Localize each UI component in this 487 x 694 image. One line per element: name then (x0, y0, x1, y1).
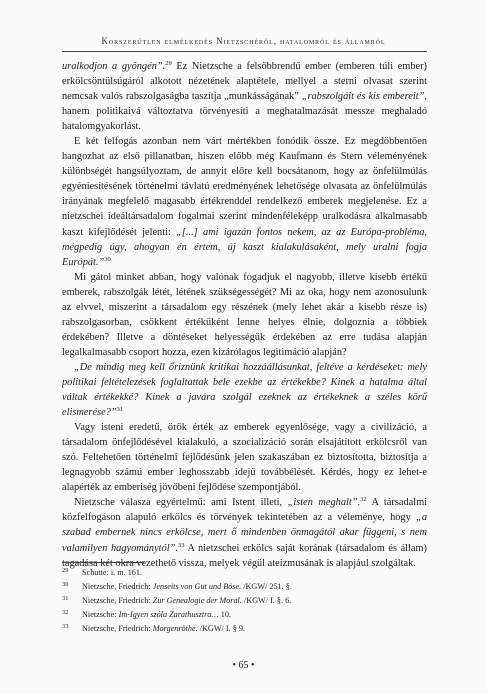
footnote-locator: /KGW/ 251. §. (241, 581, 292, 591)
footnote (62, 580, 427, 594)
footnote-number: 32 (62, 608, 69, 616)
footnote (62, 622, 427, 636)
footnote-author: Nietzsche: (82, 609, 119, 619)
footnote (62, 594, 427, 608)
footnote-number: 29 (62, 567, 69, 574)
footnote-locator: /KGW/ I. § 9. (197, 623, 245, 633)
header-rule (62, 51, 427, 52)
footnote-number: 33 (62, 622, 69, 630)
paragraph (62, 134, 427, 269)
text-run: Nietzsche válasza egyértelmű: ami Istent illeti, (74, 497, 288, 509)
footnote-ref: 32 (360, 496, 367, 504)
footnote (62, 608, 427, 622)
text-run: . (175, 542, 178, 554)
footnote-author: Schutte: i. m. 161. (82, 568, 143, 577)
italic-text: „a szabad embernek nincs erkölcse, mert ő mindenben önmagától akar függeni, s nem valamilyen hagyománytól” (62, 512, 427, 554)
text-run: Vagy isteni eredetű, örök érték az emberek egyenlősége, vagy a civilizáció, a társadalom önfejlődésével kialakuló, a szocializáció során elsajátított erkölcsről van szó. Feltehetően történelmi fejlődésünk jelen szakaszában ez biztosította, biztosítja a legnagyobb számú ember leghosszabb idejű továbbélését. Kérdés, hogy ez lehet-e alapérték az emberiség jövőbeni fejlődése szempontjából. (62, 422, 427, 494)
footnote-author: Nietzsche, Friedrich: (82, 581, 153, 591)
italic-text: „isten meghalt” (287, 497, 358, 509)
footnote-text (82, 580, 292, 594)
text-run: E két felfogás azonban nem várt mértékben fonódik össze. Ez megdöbbentően hangozhat az első pillanatban, hiszen előbb még Kaufmann és Stern véleményének különbségét hangsúlyoztam, de annyit előre kell bocsátanom, hogy az önfelülmúlás egyéniesítésének történelmi távlatú eredményének lehetősége olvasata az önfelülmúlás irányának megfelelő magasabb értékrenddel rendelkező emberek megjelenése. Ez a nietzschei ideáltársadalom fogalmai szerint mindenféleképp uralkodásra alkalmasabb kaszt kifejlődését jelenti: (62, 136, 427, 238)
footnote-title: Im-Igyen szóla Zarathusztra… (118, 609, 219, 619)
footnote-number: 30 (62, 580, 69, 588)
footnote-ref: 31 (116, 406, 124, 414)
footnote-number: 31 (62, 594, 69, 602)
text-run: A nietzschei erkölcs saját korának (társadalom és állam) tagadása két okra vezethető vissza, melyek végül ateizmusának is alapjául szolgáltak. (62, 542, 428, 569)
text-run: A társadalmi közfelfogáson alapuló erkölcs és törvények tekintetében az a véleménye, hogy (62, 497, 428, 524)
footnote-author: Nietzsche, Friedrich: (82, 595, 153, 605)
footnote-ref: 33 (177, 541, 185, 549)
text-run: , hanem politikaivá változtatva törvényesíti a meghatalmazását messze meghaladó hatalomgyakorlást. (62, 91, 428, 133)
text-run: . (357, 497, 361, 509)
running-header: Korszerűtlen elmélkedés Nietzschéről, hatalomról és államról (101, 36, 386, 46)
paragraph (62, 420, 427, 495)
text-run: Ez Nietzsche a felsőbbrendű ember (emberen túli ember) erkölcsöntülsúgáról alkotott nézetének alaptétele, mellyel a sterni olvasat szerint nemcsak valós rabszolgaságba taszítja „munkásságának” (62, 61, 428, 103)
footnote-text (82, 566, 142, 580)
paragraph (62, 495, 427, 570)
italic-text: „De mindig meg kell őriznünk kritikai hozzáállásunkat, feltéve a kérdéseket: mely politikai feltételezések foglaltattak bele ezekbe az értékekbe? Kinek a hatalma által váltak értékekké? Kinek a javára szolgál ezeknek az értékeknek a széles körű elismerése?” (62, 361, 427, 419)
footnote-ref: 30 (104, 255, 111, 263)
footnote-separator (62, 562, 144, 563)
italic-text: „[...] ami igazán fontos nekem, az az Európa-probléma, mégpedig úgy, ahogyan én értem, új kaszt kialakulásaként, mely uralni fogja Európát.” (62, 226, 427, 268)
footnote-locator: /KGW/ I. §. 6. (241, 595, 292, 605)
text-run: Mi gátol minket abban, hogy valónak fogadjuk el nagyobb, illetve kisebb értékű emberek, rabszolgák létét, létének szükségességét? Mi az oka, hogy nem azonosulunk az elvvel, miszerint a társadalom egy részének (mely lehet akár a kisebb része is) rabszolgasorban, csökkent értékűként lenne helyes élnie, dolgoznia a többiek érdekében? Illetve a döntéseket helyességük érdekében az erre tudása alapján legalkalmasabb csoport hozza, ezen kizárólagos legitimáció alapján? (62, 271, 427, 358)
footnote-text (82, 622, 245, 636)
footnote-author: Nietzsche, Friedrich: (82, 623, 153, 633)
italic-text: uralkodjon a gyöngén”. (62, 61, 166, 72)
footnote-text (82, 594, 291, 608)
body-text (62, 59, 427, 571)
paragraph (62, 59, 427, 134)
footnote (62, 566, 427, 580)
paragraph (62, 270, 427, 360)
footnote-title: Morgenröthe. (152, 623, 198, 633)
footnote-title: Jenseits von Gut und Böse. (152, 581, 242, 591)
italic-text: „rabszolgáit és kis embereit” (301, 91, 425, 103)
footnote-text (82, 608, 231, 622)
block-quote (62, 360, 427, 420)
footnote-locator: 10. (218, 609, 231, 619)
footnote-title: Zur Genealogie der Moral. (152, 595, 242, 605)
page-number: • 65 • (232, 660, 255, 671)
footnotes (62, 566, 427, 636)
footnote-ref: 29 (165, 60, 172, 67)
